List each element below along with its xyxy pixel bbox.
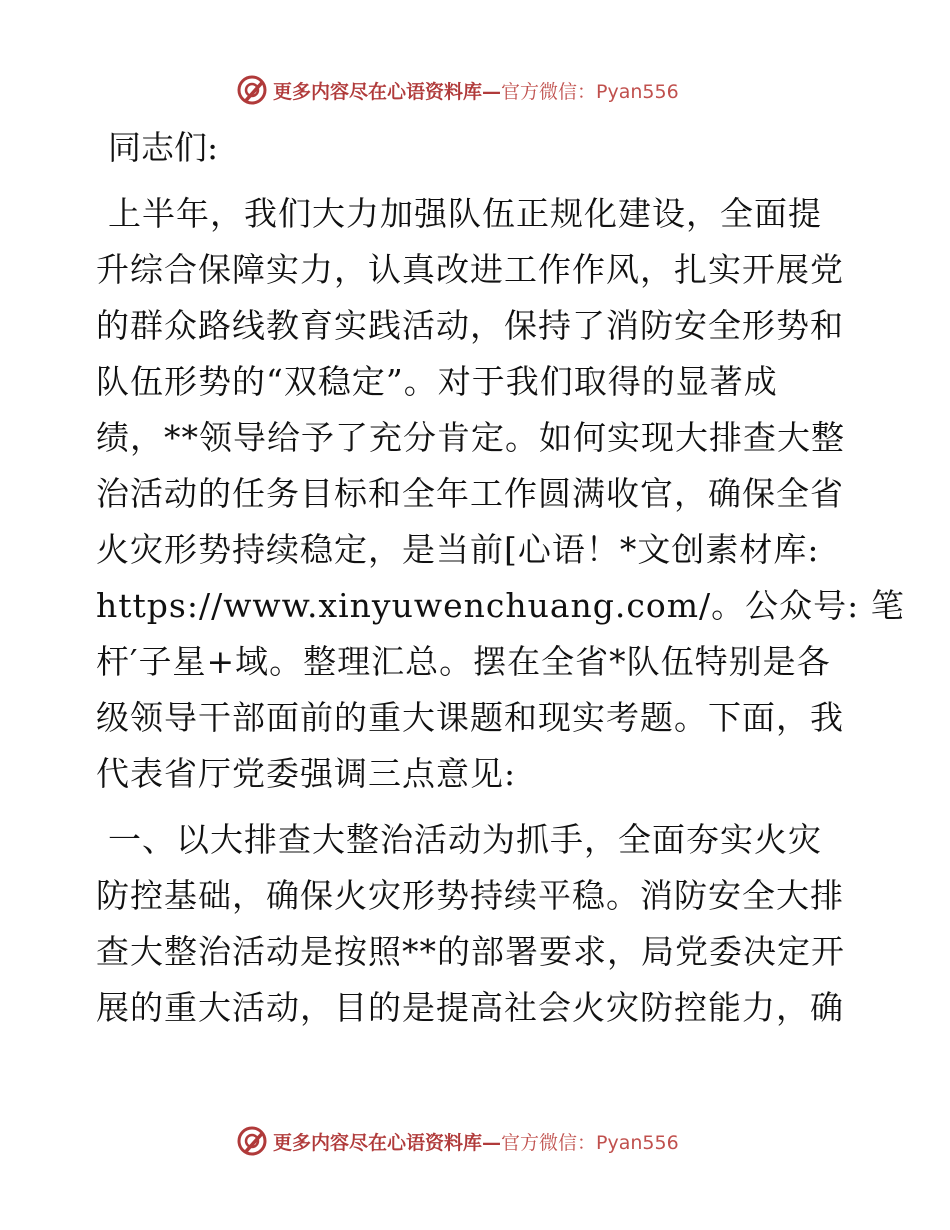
watermark-contact: 官方微信：Pyan556 xyxy=(501,1131,679,1154)
watermark-contact: 官方微信：Pyan556 xyxy=(501,80,679,103)
text-line: 展的重大活动，目的是提高社会火灾防控能力，确 xyxy=(96,988,844,1027)
text-line: 级领导干部面前的重大课题和现实考题。下面，我 xyxy=(96,698,844,737)
text-line: https://www.xinyuwenchuang.com/。公众号: 笔 xyxy=(96,586,905,625)
text-line: 火灾形势持续稳定，是当前[心语！*文创素材库: xyxy=(96,530,820,569)
text-line: 治活动的任务目标和全年工作圆满收官，确保全省 xyxy=(96,474,844,513)
text-line: 的群众路线教育实践活动，保持了消防安全形势和 xyxy=(96,306,844,345)
text-line: 升综合保障实力，认真改进工作作风，扎实开展党 xyxy=(96,250,844,289)
footer-watermark xyxy=(235,1123,679,1159)
paragraph-1 xyxy=(96,186,905,802)
text-line: 上半年，我们大力加强队伍正规化建设，全面提 xyxy=(108,194,822,233)
text-line: 查大整治活动是按照**的部署要求，局党委决定开 xyxy=(96,932,845,971)
watermark-text: 更多内容尽在心语资料库— xyxy=(273,80,502,103)
text-line: 绩，**领导给予了充分肯定。如何实现大排查大整 xyxy=(96,418,845,457)
watermark-text: 更多内容尽在心语资料库— xyxy=(273,1131,502,1154)
text-line: 防控基础，确保火灾形势持续平稳。消防安全大排 xyxy=(96,876,844,915)
text-line: 杆′子星+域。整理汇总。摆在全省*队伍特别是各 xyxy=(96,642,831,681)
quill-logo-icon xyxy=(235,1124,269,1158)
text-line: 代表省厅党委强调三点意见: xyxy=(96,754,517,793)
text-line: 队伍形势的“双稳定”。对于我们取得的显著成 xyxy=(96,362,778,401)
header-watermark xyxy=(235,72,679,108)
salutation: 同志们: xyxy=(108,128,219,167)
quill-logo-icon xyxy=(235,73,269,107)
document-body xyxy=(96,120,905,1046)
paragraph-2 xyxy=(96,812,856,1036)
text-line: 一、以大排查大整治活动为抓手，全面夯实火灾 xyxy=(108,820,822,859)
